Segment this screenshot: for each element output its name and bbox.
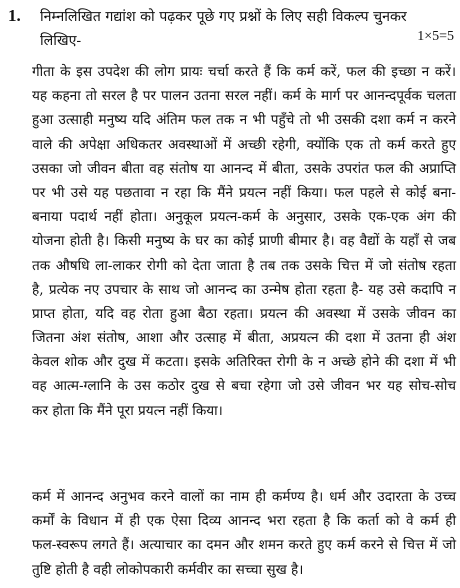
passage-line: यह कहना तो सरल है पर पालन उतना सरल नहीं। कर्म के मार्ग पर आनन्दपूर्वक चलता [32,88,456,105]
passage-line: बनाया पदार्थ नहीं होता। अनुकूल प्रयत्न-कर्म के अनुसार, उसके एक-एक अंग की [32,209,456,226]
passage-line: कर होता कि मैंने पूरा प्रयत्न नहीं किया। [32,402,223,419]
passage-line: गीता के इस उपदेश की लोग प्रायः चर्चा करते हैं कि कर्म करें, फल की इच्छा न करें। [32,64,456,80]
passage-line: कर्म में आनन्द अनुभव करने वालों का नाम ही कर्मण्य है। धर्म और उदारता के उच्च [32,489,456,505]
passage-line: जितना अंश संतोष, आशा और उत्साह में बीता, अप्रयत्न की दशा में उतना ही अंश [32,330,456,347]
passage-line: उसका जो जीवन बीता वह संतोष या आनन्द में बीता, उसके उपरांत फल की अप्राप्ति [32,160,456,177]
passage-line: तक औषधि ला-लाकर रोगी को देता जाता है तब तक उसके चित्त में जो संतोष रहता [32,257,456,274]
passage-line: प्राप्त होता, यदि वह रोता हुआ बैठा रहता। प्रयत्न की अवस्था में उसके जीवन का [32,305,456,322]
passage-paragraph-1 [32,60,456,423]
passage-line: कर्मों के विधान में ही एक ऐसा दिव्य आनन्द भरा रहता है कि कर्ता को वे कर्म ही [32,513,456,530]
passage-line: तुष्टि होती है वही लोकोपकारी कर्मवीर का सच्चा सुख है। [32,561,304,578]
question-number: 1. [8,6,21,25]
passage-line: हुआ उत्साही मनुष्य यदि अंतिम फल तक न भी पहुँचे तो भी उसकी दशा कर्म न करने [32,112,456,129]
question-prompt-line: निम्नलिखित गद्यांश को पढ़कर पूछे गए प्रश्नों के लिए सही विकल्प चुनकर [40,9,407,25]
passage-line: योजना होती है। किसी मनुष्य के घर का कोई प्राणी बीमार है। वह वैद्यों के यहाँ से जब [32,233,456,250]
passage-line: है, प्रत्येक नए उपचार के साथ जो आनन्द का उन्मेष होता रहता है- यह उसे कदापि न [32,281,456,298]
passage-line: फल-स्वरूप लगते हैं। अत्याचार का दमन और शमन करते हुए कर्म करने से चित्त में जो [32,537,456,554]
question-marks: 1×5=5 [417,29,454,44]
question-prompt [40,5,454,53]
passage-line: पर भी उसे यह पछतावा न रहा कि मैंने प्रयत्न नहीं किया। फल पहले से कोई बना- [32,184,456,201]
passage-paragraph-2 [32,485,456,582]
passage-line: वह आत्म-ग्लानि के उस कठोर दुख से बचा रहेगा जो उसे जीवन भर यह सोच-सोच [32,378,456,395]
passage-line: वाले की अपेक्षा अधिकतर अवस्थाओं में अच्छी रहेगी, क्योंकि एक तो कर्म करते हुए [32,136,456,153]
question-prompt-line: लिखिए- [40,33,82,50]
passage-line: केवल शोक और दुख में कटता। इसके अतिरिक्त रोगी के न अच्छे होने की दशा में भी [32,354,456,371]
